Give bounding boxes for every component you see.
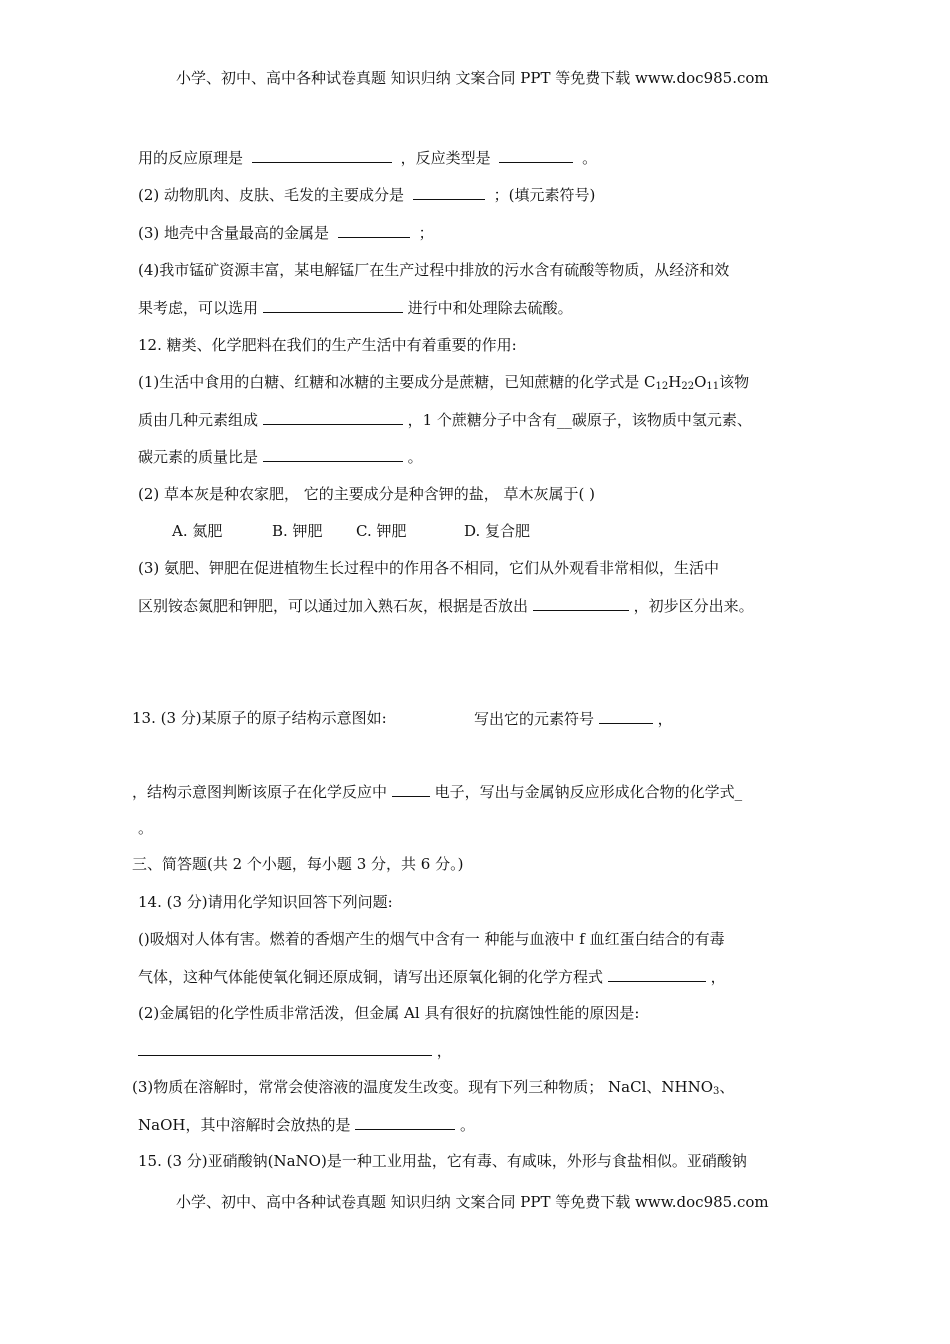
q13-line3: 。 <box>138 819 154 837</box>
q13-line2 <box>132 781 742 802</box>
answer-blank[interactable] <box>499 147 573 163</box>
q14-line2-text-a: 气体，这种气体能使氧化铜还原成铜，请写出还原氧化铜的化学方程式 <box>138 968 604 986</box>
q12-option-d: D. 复合肥 <box>464 522 531 540</box>
q12-option-a: A. 氮肥 <box>172 522 223 540</box>
answer-blank[interactable] <box>138 1040 432 1056</box>
q14-line4 <box>138 1040 452 1061</box>
q12-line3-text-b: 。 <box>407 448 423 466</box>
q12-line4: (2) 草本灰是种农家肥， 它的主要成分是种含钾的盐， 草木灰属于( ) <box>138 485 596 503</box>
q11-line1 <box>138 147 597 168</box>
q11-line5-text-a: 果考虑，可以选用 <box>138 299 259 317</box>
q13-line1-a: 13. (3 分)某原子的原子结构示意图如: <box>132 709 387 727</box>
q12-line1-text-b: 该物 <box>719 373 750 391</box>
q11-line1-text-b: ，反应类型是 <box>400 149 491 167</box>
answer-blank[interactable] <box>263 446 403 462</box>
answer-blank[interactable] <box>392 781 430 797</box>
q12-line3 <box>138 446 423 467</box>
q12-line3-text-a: 碳元素的质量比是 <box>138 448 259 466</box>
q14-line6-text-a: NaOH，其中溶解时会放热的是 <box>138 1116 351 1134</box>
page-footer: 小学、初中、高中各种试卷真题 知识归纳 文案合同 PPT 等免费下载 www.doc985.com <box>176 1193 769 1211</box>
q12-line2 <box>138 409 752 430</box>
subscript-12: 12 <box>655 381 669 392</box>
q11-line2-text-a: (2) 动物肌肉、皮肤、毛发的主要成分是 <box>138 186 405 204</box>
q14-line1: ()吸烟对人体有害。燃着的香烟产生的烟气中含有一 种能与血液中 f 血红蛋白结合的有毒 <box>138 930 725 948</box>
answer-blank[interactable] <box>608 966 706 982</box>
answer-blank[interactable] <box>533 595 629 611</box>
q14-line5-text-b: 、 <box>719 1078 735 1096</box>
element-h: H <box>668 373 682 391</box>
q12-line6-text-a: 区别铵态氮肥和钾肥，可以通过加入熟石灰，根据是否放出 <box>138 597 529 615</box>
q11-line3-text-b: ； <box>418 224 434 242</box>
q12-title: 12. 糖类、化学肥料在我们的生产生活中有着重要的作用: <box>138 336 517 354</box>
q14-line5-text-a: (3)物质在溶解时，常常会使溶液的温度发生改变。现有下列三种物质； NaCl、NHNO <box>132 1078 713 1096</box>
q14-line4-text-b: ， <box>436 1042 452 1060</box>
subscript-11: 11 <box>706 381 720 392</box>
q14-line5 <box>132 1077 734 1102</box>
q11-line3 <box>138 222 434 243</box>
answer-blank[interactable] <box>413 184 485 200</box>
q11-line1-text-c: 。 <box>582 149 598 167</box>
q15-line1: 15. (3 分)亚硝酸钠(NaNO)是一种工业用盐，它有毒、有咸味，外形与食盐相似。亚硝酸钠 <box>138 1152 747 1170</box>
q14-title: 14. (3 分)请用化学知识回答下列问题: <box>138 893 393 911</box>
q14-line6 <box>138 1114 475 1135</box>
q13-line1-b <box>474 708 673 729</box>
answer-blank[interactable] <box>263 297 403 313</box>
q12-line2-text-a: 质由几种元素组成 <box>138 411 259 429</box>
q11-line3-text-a: (3) 地壳中含量最高的金属是 <box>138 224 330 242</box>
q14-line2-text-b: ， <box>710 968 726 986</box>
q12-line1-text-a: (1)生活中食用的白糖、红糖和冰糖的主要成分是蔗糖，已知蔗糖的化学式是 C <box>138 373 656 391</box>
answer-blank[interactable] <box>263 409 403 425</box>
q11-line5 <box>138 297 573 318</box>
q13-line2-text-b: 电子，写出与金属钠反应形成化合物的化学式_ <box>434 783 743 801</box>
q11-line5-text-b: 进行中和处理除去硫酸。 <box>407 299 573 317</box>
subscript-3: 3 <box>713 1086 720 1097</box>
q12-line1 <box>138 372 749 397</box>
q13-line1-text-b: 写出它的元素符号 <box>474 710 595 728</box>
element-o: O <box>694 373 707 391</box>
q11-line1-text-a: 用的反应原理是 <box>138 149 244 167</box>
answer-blank[interactable] <box>338 222 410 238</box>
q12-line2-text-b: ，1 个蔗糖分子中含有__碳原子，该物质中氢元素、 <box>407 411 752 429</box>
q12-line6 <box>138 595 754 616</box>
q13-line2-text-a: ，结构示意图判断该原子在化学反应中 <box>132 783 388 801</box>
q11-line2-text-b: ；(填元素符号) <box>493 186 596 204</box>
answer-blank[interactable] <box>355 1114 455 1130</box>
section3-title: 三、简答题(共 2 个小题，每小题 3 分，共 6 分。) <box>132 855 464 873</box>
q12-option-b: B. 钾肥 <box>272 522 323 540</box>
q13-line1-text-c: ， <box>657 710 673 728</box>
subscript-22: 22 <box>681 381 695 392</box>
q11-line2 <box>138 184 595 205</box>
q12-option-c: C. 钾肥 <box>356 522 407 540</box>
q12-line6-text-b: ，初步区分出来。 <box>633 597 754 615</box>
q14-line6-text-b: 。 <box>460 1116 476 1134</box>
q14-line2 <box>138 966 726 987</box>
answer-blank[interactable] <box>252 147 392 163</box>
answer-blank[interactable] <box>599 708 653 724</box>
q12-line5: (3) 氨肥、钾肥在促进植物生长过程中的作用各不相同，它们从外观看非常相似，生活中 <box>138 559 720 577</box>
q11-line4: (4)我市锰矿资源丰富，某电解锰厂在生产过程中排放的污水含有硫酸等物质，从经济和效 <box>138 261 730 279</box>
q14-line3: (2)金属铝的化学性质非常活泼，但金属 Al 具有很好的抗腐蚀性能的原因是: <box>138 1004 640 1022</box>
page-header: 小学、初中、高中各种试卷真题 知识归纳 文案合同 PPT 等免费下载 www.doc985.com <box>176 69 769 87</box>
